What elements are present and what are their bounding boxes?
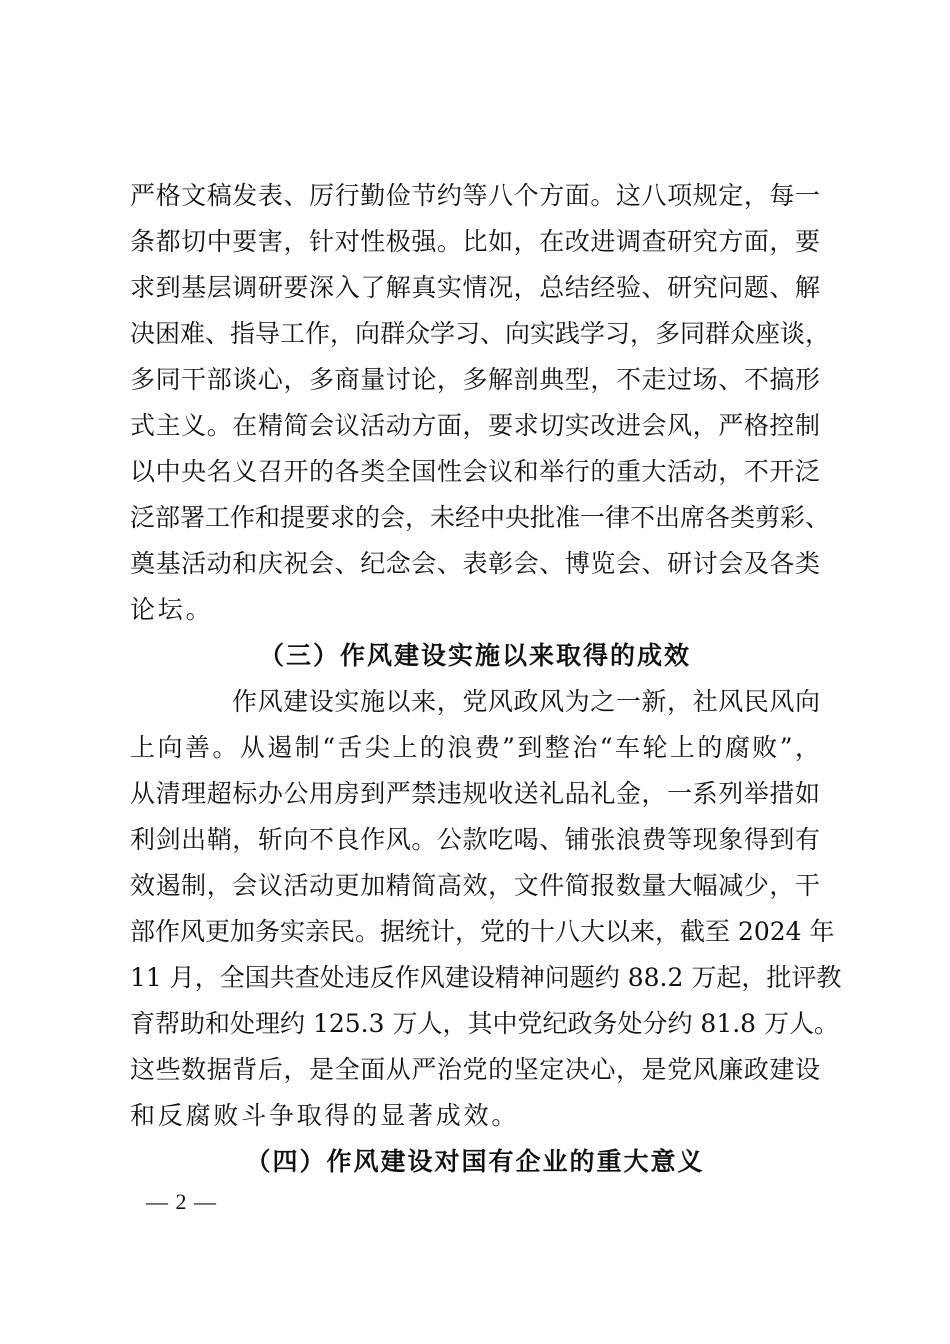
paragraph-line: 效遏制，会议活动更加精简高效，文件简报数量大幅减少，干: [130, 871, 820, 900]
paragraph-line: 论坛。: [130, 595, 214, 624]
page-number: — 2 —: [146, 1189, 217, 1214]
paragraph-line: 这些数据背后，是全面从严治党的坚定决心，是党风廉政建设: [130, 1055, 820, 1084]
section-heading-3: （三）作风建设实施以来取得的成效: [258, 641, 691, 670]
paragraph-line: 式主义。在精简会议活动方面，要求切实改进会风，严格控制: [130, 411, 820, 440]
paragraph-line: 和反腐败斗争取得的显著成效。: [130, 1101, 520, 1130]
paragraph-line: 泛部署工作和提要求的会，未经中央批准一律不出席各类剪彩、: [130, 503, 831, 532]
paragraph-line: 作风建设实施以来，党风政风为之一新，社风民风向: [232, 687, 820, 716]
paragraph-line: 以中央名义召开的各类全国性会议和举行的重大活动，不开泛: [130, 457, 820, 486]
paragraph-line: 从清理超标办公用房到严禁违规收送礼品礼金，一系列举措如: [130, 779, 820, 808]
paragraph-line: 求到基层调研要深入了解真实情况，总结经验、研究问题、解: [130, 273, 820, 302]
paragraph-line: 部作风更加务实亲民。据统计，党的十八大以来，截至 2024 年: [130, 917, 835, 946]
paragraph-line: 多同干部谈心，多商量讨论，多解剖典型，不走过场、不搞形: [130, 365, 820, 394]
paragraph-line: 严格文稿发表、厉行勤俭节约等八个方面。这八项规定，每一: [130, 181, 820, 210]
paragraph-line: 11 月，全国共查处违反作风建设精神问题约 88.2 万起，批评教: [130, 963, 842, 992]
paragraph-line: 利剑出鞘，斩向不良作风。公款吃喝、铺张浪费等现象得到有: [130, 825, 820, 854]
paragraph-line: 育帮助和处理约 125.3 万人，其中党纪政务处分约 81.8 万人。: [130, 1009, 840, 1038]
paragraph-line: 条都切中要害，针对性极强。比如，在改进调查研究方面，要: [130, 227, 820, 256]
paragraph-line: 奠基活动和庆祝会、纪念会、表彰会、博览会、研讨会及各类: [130, 549, 820, 578]
section-heading-4: （四）作风建设对国有企业的重大意义: [245, 1147, 705, 1176]
paragraph-line: 上向善。从遏制“舌尖上的浪费”到整治“车轮上的腐败”，: [130, 733, 820, 762]
paragraph-line: 决困难、指导工作，向群众学习、向实践学习，多同群众座谈，: [130, 319, 831, 348]
